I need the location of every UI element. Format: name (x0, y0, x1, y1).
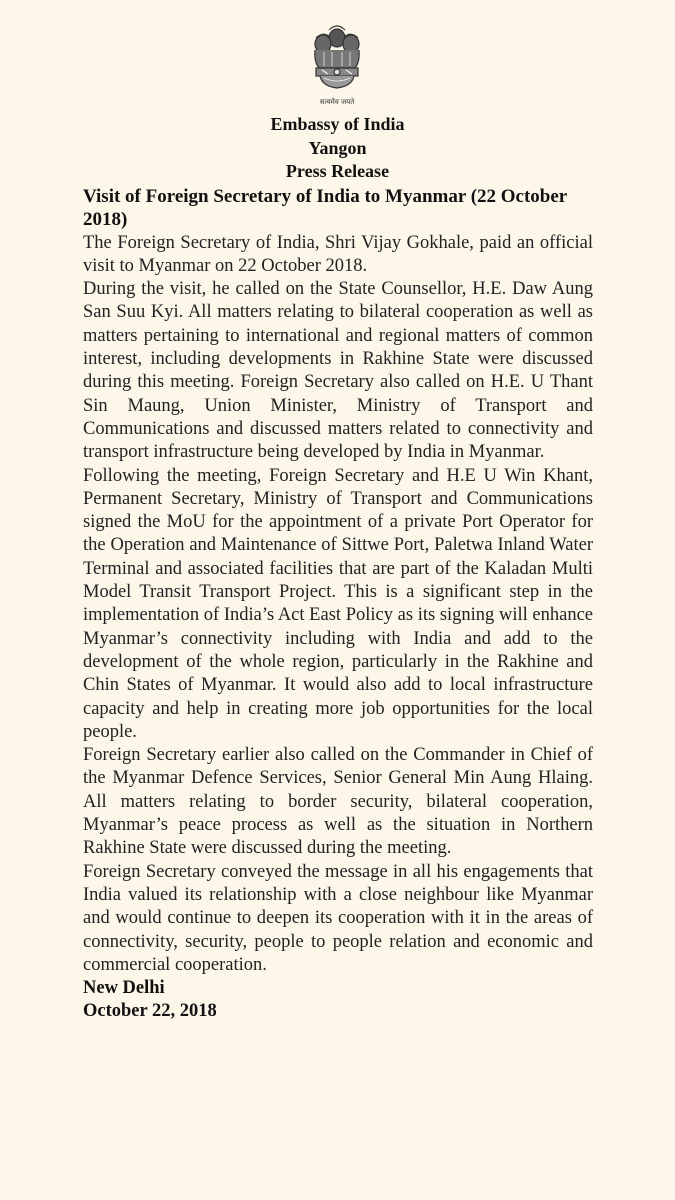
emblem-motto: सत्यमेव जयते (319, 98, 355, 106)
paragraph-commander: Foreign Secretary earlier also called on the Commander in Chief of the Myanmar Defence Services, Senior General Min Aung Hlaing. All matters relating to border security, bilateral cooperation, Myanmar’s peace process as well as the situation in Northern Rakhine State were discussed during the meeting. (83, 745, 593, 859)
national-emblem-icon (302, 22, 372, 114)
signoff-place: New Delhi (83, 978, 165, 999)
header-doc-type: Press Release (285, 161, 390, 181)
page-title: Visit of Foreign Secretary of India to Myanmar (22 October 2018) (83, 186, 567, 231)
header-org: Embassy of India (270, 114, 405, 134)
paragraph-intro: The Foreign Secretary of India, Shri Vijay Gokhale, paid an official visit to Myanmar on 22 October 2018. (83, 232, 593, 276)
paragraph-message: Foreign Secretary conveyed the message in all his engagements that India valued its relationship with a close neighbour like Myanmar and would continue to deepen its cooperation with it in the areas of connectivity, security, people to people relation and economic and commercial cooperation. (83, 861, 593, 975)
header-city: Yangon (308, 138, 367, 158)
paragraph-mou: Following the meeting, Foreign Secretary and H.E U Win Khant, Permanent Secretary, Ministry of Transport and Communications signed the MoU for the appointment of a private Port Operator for the Operation and Maintenance of Sittwe Port, Paletwa Inland Water Terminal and associated facilities that are part of the Kaladan Multi Model Transit Transport Project. This is a significant step in the implementation of India’s Act East Policy as its signing will enhance Myanmar’s connectivity including with India and add to the development of the whole region, particularly in the Rakhine and Chin States of Myanmar. It would also add to local infrastructure capacity and help in creating more job opportunities for the local people. (83, 465, 593, 742)
signoff-date: October 22, 2018 (83, 1001, 217, 1022)
paragraph-state-counsellor: During the visit, he called on the State Counsellor, H.E. Daw Aung San Suu Kyi. All matters relating to bilateral cooperation as well as matters pertaining to international and regional matters of common interest, including developments in Rakhine State were discussed during this meeting. Foreign Secretary also called on H.E. U Thant Sin Maung, Union Minister, Ministry of Transport and Communications and discussed matters related to connectivity and transport infrastructure being developed by India in Myanmar. (83, 279, 593, 463)
document-body (83, 185, 593, 1024)
